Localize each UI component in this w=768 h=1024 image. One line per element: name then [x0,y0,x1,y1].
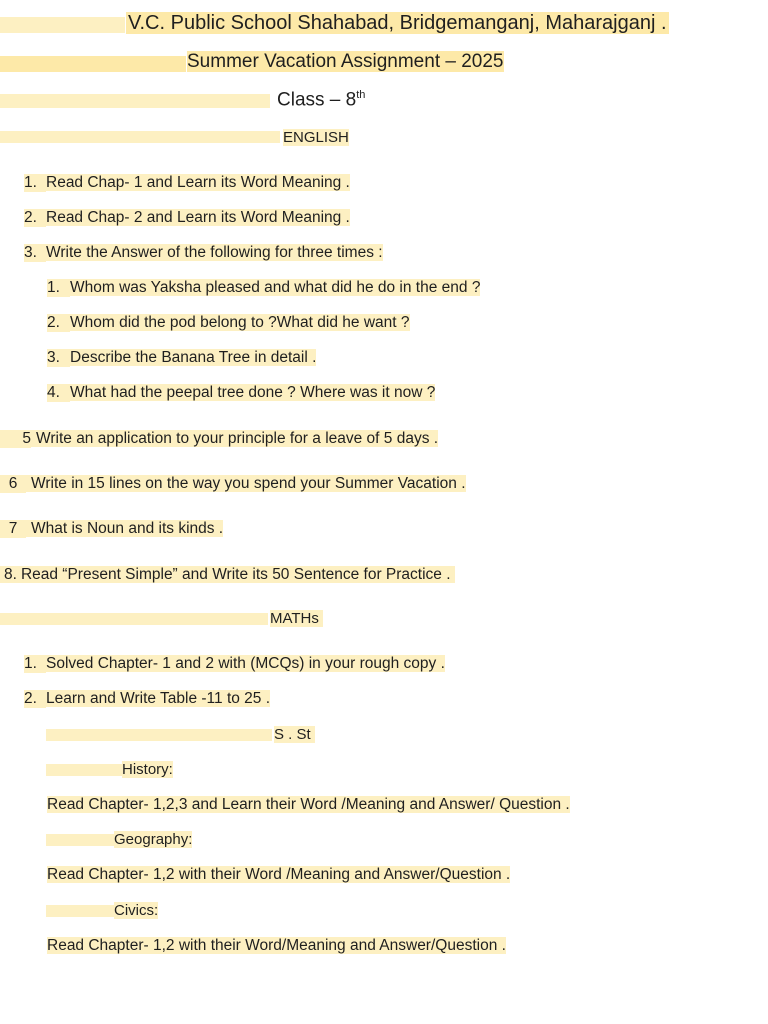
list-item [0,475,466,493]
school-name-text: V.C. Public School Shahabad, Bridgemanganj, Maharajganj . [128,12,667,34]
class-highlight-bar [0,94,270,108]
sub-list-item-number: 3. [47,349,70,367]
list-item [0,566,455,584]
sub-list-item-number: 2. [47,314,70,332]
list-item-text: Write the Answer of the following for three times : [46,244,383,261]
list-item-text: Read Chap- 2 and Learn its Word Meaning . [46,209,350,226]
list-item-text: Read “Present Simple” and Write its 50 Sentence for Practice . [17,566,455,583]
civics-label [114,902,158,919]
maths-heading-text: MATHs [270,610,323,627]
list-item [24,690,270,708]
sst-heading [274,726,315,743]
history-label-text: History: [122,761,173,778]
class-label [277,89,365,111]
sub-list-item-text: Whom did the pod belong to ?What did he want ? [70,314,410,331]
subtitle-highlight-bar [0,56,186,72]
title-highlight-bar [0,17,125,33]
list-item [0,520,223,538]
geography-highlight-bar [46,834,114,846]
list-item-number: 8. [0,566,17,583]
list-item-number: 1. [24,655,46,673]
list-item-text: Read Chap- 1 and Learn its Word Meaning . [46,174,350,191]
assignment-title [187,51,504,73]
list-item-text: Write in 15 lines on the way you spend your Summer Vacation . [26,475,466,492]
civics-text-content: Read Chapter- 1,2 with their Word/Meaning and Answer/Question . [47,937,506,954]
history-label [122,761,173,778]
sub-list-item-text: Whom was Yaksha pleased and what did he do in the end ? [70,279,481,296]
list-item [24,174,350,192]
civics-label-text: Civics: [114,902,159,919]
sub-list-item [47,384,435,402]
list-item-number: 5 [0,430,31,448]
history-text [47,796,570,814]
list-item-number: 7 [0,520,26,538]
civics-text [47,937,506,955]
english-highlight-bar [0,131,280,143]
class-label-text: Class – 8 [277,89,357,111]
sub-list-item-text: What had the peepal tree done ? Where was it now ? [70,384,436,401]
sst-heading-text: S . St [274,726,315,743]
list-item-number: 2. [24,690,46,708]
geography-text-content: Read Chapter- 1,2 with their Word /Meaning and Answer/Question . [47,866,511,883]
sub-list-item-number: 4. [47,384,70,402]
sst-highlight-bar [46,729,272,741]
list-item-number: 6 [0,475,26,493]
list-item-number: 1. [24,174,46,192]
english-heading [283,129,349,146]
geography-text [47,866,510,884]
geography-label-text: Geography: [114,831,193,848]
list-item [24,209,350,227]
list-item [0,430,438,448]
history-text-content: Read Chapter- 1,2,3 and Learn their Word /Meaning and Answer/ Question . [47,796,570,813]
sub-list-item-number: 1. [47,279,70,297]
list-item-number: 2. [24,209,46,227]
list-item-text: Write an application to your principle for a leave of 5 days . [31,430,438,447]
sub-list-item [47,314,410,332]
list-item [24,244,383,262]
sub-list-item-text: Describe the Banana Tree in detail . [70,349,317,366]
sub-list-item [47,279,480,297]
list-item-text: Learn and Write Table -11 to 25 . [46,690,271,707]
list-item-number: 3. [24,244,46,262]
history-highlight-bar [46,764,122,776]
english-heading-text: ENGLISH [283,129,349,146]
sub-list-item [47,349,316,367]
list-item [24,655,445,673]
school-name [126,12,669,35]
civics-highlight-bar [46,905,114,917]
maths-highlight-bar [0,613,268,625]
class-suffix: th [356,89,366,101]
geography-label [114,831,192,848]
list-item-text: Solved Chapter- 1 and 2 with (MCQs) in your rough copy . [46,655,445,672]
maths-heading [270,610,323,627]
assignment-title-text: Summer Vacation Assignment – 2025 [187,51,504,72]
list-item-text: What is Noun and its kinds . [26,520,223,537]
